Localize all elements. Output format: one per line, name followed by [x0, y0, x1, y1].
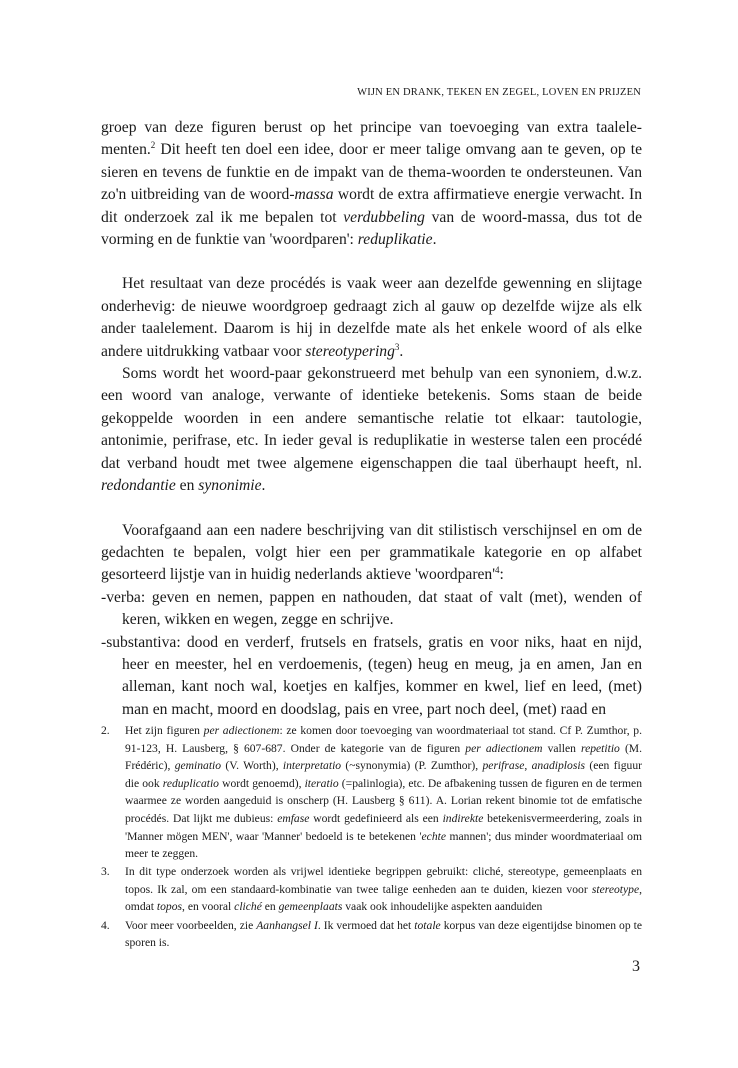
running-head: WIJN EN DRANK, TEKEN EN ZEGEL, LOVEN EN PRIJZEN [357, 87, 641, 98]
footnote-2: 2. Het zijn figuren per adiectionem: ze komen door toevoeging van woordmateriaal tot stand. Cf P. Zumthor, p. 91-123, H. Lausberg, § 607-687. Onder de kategorie van de figuren per adiectionem vallen repetitio (M. Frédéric), geminatio (V. Worth), interpretatio (~synonymia) (P. Zumthor), perifrase, anadiplosis (een figuur die ook reduplicatio wordt genoemd), iteratio (=palinlogia), etc. De afbakening tussen de figuren en de termen waarmee ze worden aangeduid is onscherp (H. Lausberg § 611). A. Lorian rekent binomie tot de emfatische procédés. Dat lijkt me dubieus: emfase wordt gedefinieerd als een indirekte betekenisvermeerdering, zoals in 'Manner mögen MEN', waar 'Manner' bedoeld is te betekenen 'echte mannen'; dus minder woordmateriaal om meer te zeggen. [101, 724, 643, 861]
body-text [101, 117, 642, 721]
paragraph-2: Het resultaat van deze procédés is vaak weer aan dezelfde gewenning en slijtage onderhevig: de nieuwe woordgroep gedraagt zich al gauw op dezelfde wijze als elk ander taalelement. Daarom is hij in dezelfde mate als het enkele woord of als elke andere uitdrukking vatbaar voor stereotypering$^3$. [101, 275, 642, 360]
page-number: 3 [632, 958, 640, 975]
footnotes [101, 722, 642, 952]
footnote-ref-2: 2 [150, 140, 156, 151]
footnote-ref-3: 3 [394, 341, 400, 352]
footnote-4: 4. Voor meer voorbeelden, zie Aanhangsel I. Ik vermoed dat het totale korpus van deze eigentijdse binomen op te sporen is. [101, 918, 642, 950]
footnote-ref-4: 4 [495, 565, 500, 576]
paragraph-4: Voorafgaand aan een nadere beschrijving van dit stilistisch verschijnsel en om de gedachten te bepalen, volgt hier een per grammatikale kategorie en op alfabet gesorteerd lijstje van in huidig nederlands aktieve '$woordparen'^4$: [101, 521, 642, 584]
footnote-3: 3. In dit type onderzoek worden als vrijwel identieke begrippen gebruikt: cliché, stereotype, gemeenplaats en topos. Ik zal, om een standaard-kombinatie van twee talige eenheden aan te duiden, kiezen voor stereotype, omdat topos, en vooral cliché en gemeenplaats vaak ook inhoudelijke aspekten aanduiden [101, 865, 642, 914]
list-item-verba: -verba: geven en nemen, pappen en nathouden, dat staat of valt (met), wenden of keren, wikken en wegen, zegge en schrijve. [101, 588, 642, 629]
paragraph-3: Soms wordt het woord-paar gekonstrueerd met behulp van een synoniem, d.w.z. een woord van analoge, verwante of identieke betekenis. Soms staan de beide gekoppelde woorden in een andere semantische relatie tot elkaar: tautologie, antonimie, perifrase, etc. In ieder geval is reduplikatie in westerse talen een procédé dat verband houdt met twee algemene eigenschappen die taal überhaupt heeft, nl. redondantie en synonimie. [101, 365, 642, 495]
paragraph-1: groep van deze figuren berust op het principe van toevoeging van extra taalelementen.$^2$ Dit heeft ten doel een idee, door er meer talige omvang aan te geven, op te sieren en tevens de funktie en de impakt van de thema-woorden te ondersteunen. Van zo'n uitbreiding van de woord-massa wordt de extra affirmatieve energie verwacht. In dit onderzoek zal ik me bepalen tot verdubbeling van de woord-massa, dus tot de vorming en de funktie van 'woordparen': reduplikatie. [101, 119, 642, 249]
list-item-substantiva: -substantiva: dood en verderf, frutsels en fratsels, gratis en voor niks, haat en nijd, heer en meester, hel en verdoemenis, (tegen) heug en meug, ja en amen, Jan en alleman, kant noch wal, koetjes en kalfjes, kommer en kwel, lief en leed, (met) man en macht, moord en doodslag, pais en vree, part noch deel, (met) raad en [101, 633, 642, 718]
